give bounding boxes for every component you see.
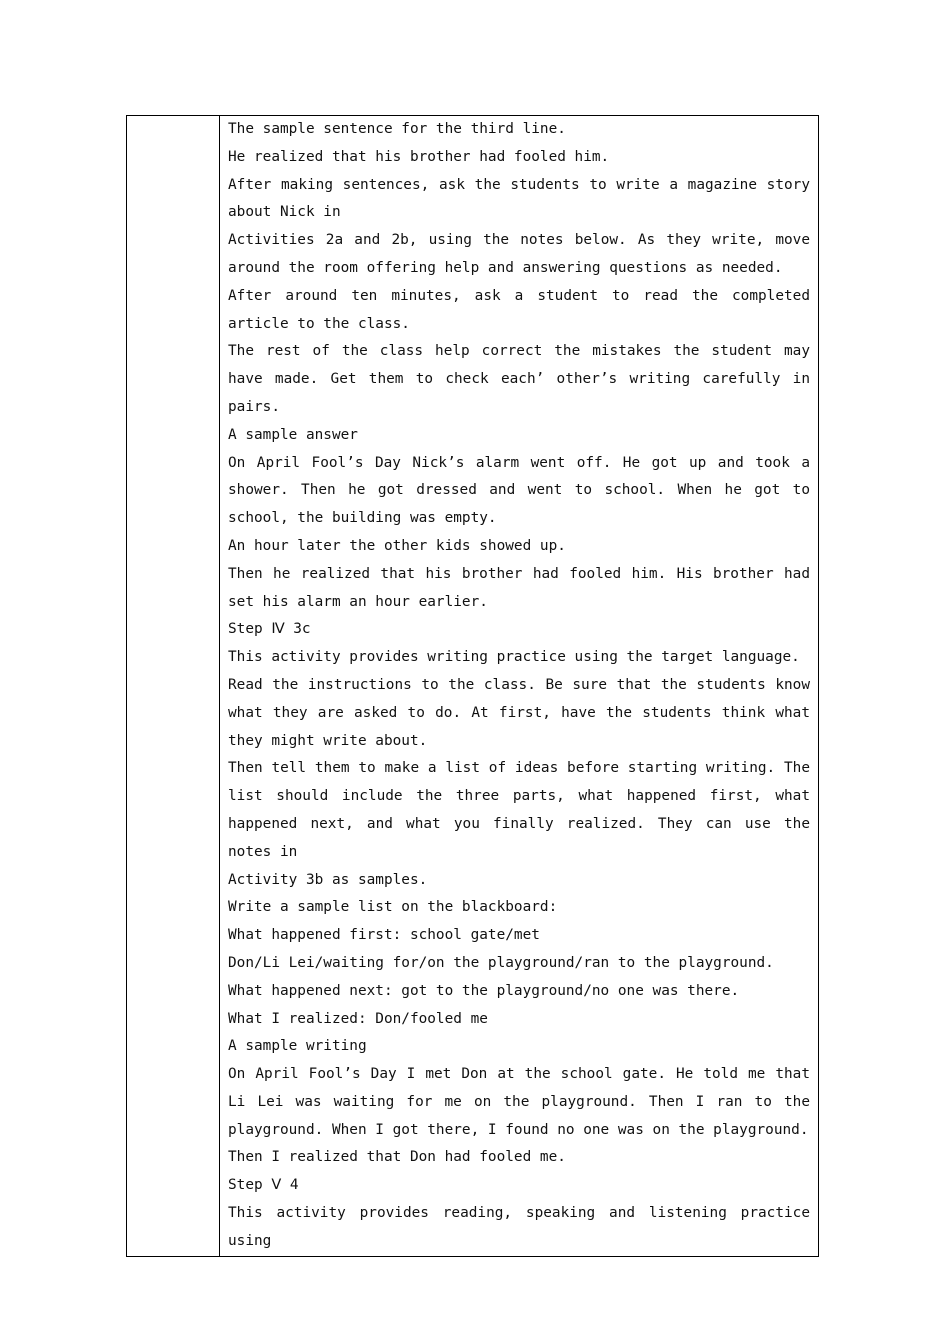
label-cell	[127, 116, 220, 1257]
paragraph: What I realized: Don/fooled me	[228, 1010, 488, 1027]
paragraph: Don/Li Lei/waiting for/on the playground/ran to the playground.	[228, 954, 774, 971]
paragraph: A sample answer	[228, 426, 358, 443]
paragraph: This activity provides writing practice using the target language.	[228, 649, 800, 666]
paragraph: After making sentences, ask the students to write a magazine story about Nick in	[228, 176, 810, 221]
lesson-text	[220, 116, 818, 1256]
paragraph: This activity provides reading, speaking and listening practice using	[228, 1205, 810, 1249]
paragraph: Activities 2a and 2b, using the notes below. As they write, move around the room offering help and answering questions as needed.	[228, 232, 810, 276]
table-row	[127, 116, 819, 1257]
paragraph: Read the instructions to the class. Be sure that the students know what they are asked to do. At first, have the students think what they might write about.	[228, 676, 810, 749]
paragraph: The sample sentence for the third line.	[228, 121, 566, 137]
step-heading: Step Ⅴ 4	[228, 1177, 299, 1194]
step-heading: Step Ⅳ 3c	[228, 621, 311, 638]
paragraph: He realized that his brother had fooled him.	[228, 148, 610, 165]
paragraph: Then he realized that his brother had fooled him. His brother had set his alarm an hour earlier.	[228, 565, 810, 610]
paragraph: Then tell them to make a list of ideas before starting writing. The list should include the three parts, what happened first, what happened next, and what you finally realized. They can use the notes in	[228, 760, 810, 860]
paragraph: On April Fool’s Day Nick’s alarm went off. He got up and took a shower. Then he got dressed and went to school. When he got to school, the building was empty.	[228, 454, 810, 527]
paragraph: What happened next: got to the playground/no one was there.	[228, 982, 740, 999]
paragraph: The rest of the class help correct the mistakes the student may have made. Get them to check each’ other’s writing carefully in pairs.	[228, 343, 810, 415]
paragraph: Activity 3b as samples.	[228, 871, 428, 888]
paragraph: Write a sample list on the blackboard:	[228, 899, 558, 916]
lesson-table	[126, 115, 819, 1257]
paragraph: Then I realized that Don had fooled me.	[228, 1149, 566, 1166]
paragraph: A sample writing	[228, 1038, 367, 1055]
paragraph: On April Fool’s Day I met Don at the school gate. He told me that Li Lei was waiting for me on the playground. Then I ran to the playground. When I got there, I found no one was on the playground.	[228, 1066, 810, 1138]
paragraph: After around ten minutes, ask a student to read the completed article to the class.	[228, 287, 810, 332]
content-cell	[220, 116, 819, 1257]
paragraph: An hour later the other kids showed up.	[228, 537, 566, 554]
paragraph: What happened first: school gate/met	[228, 927, 540, 944]
